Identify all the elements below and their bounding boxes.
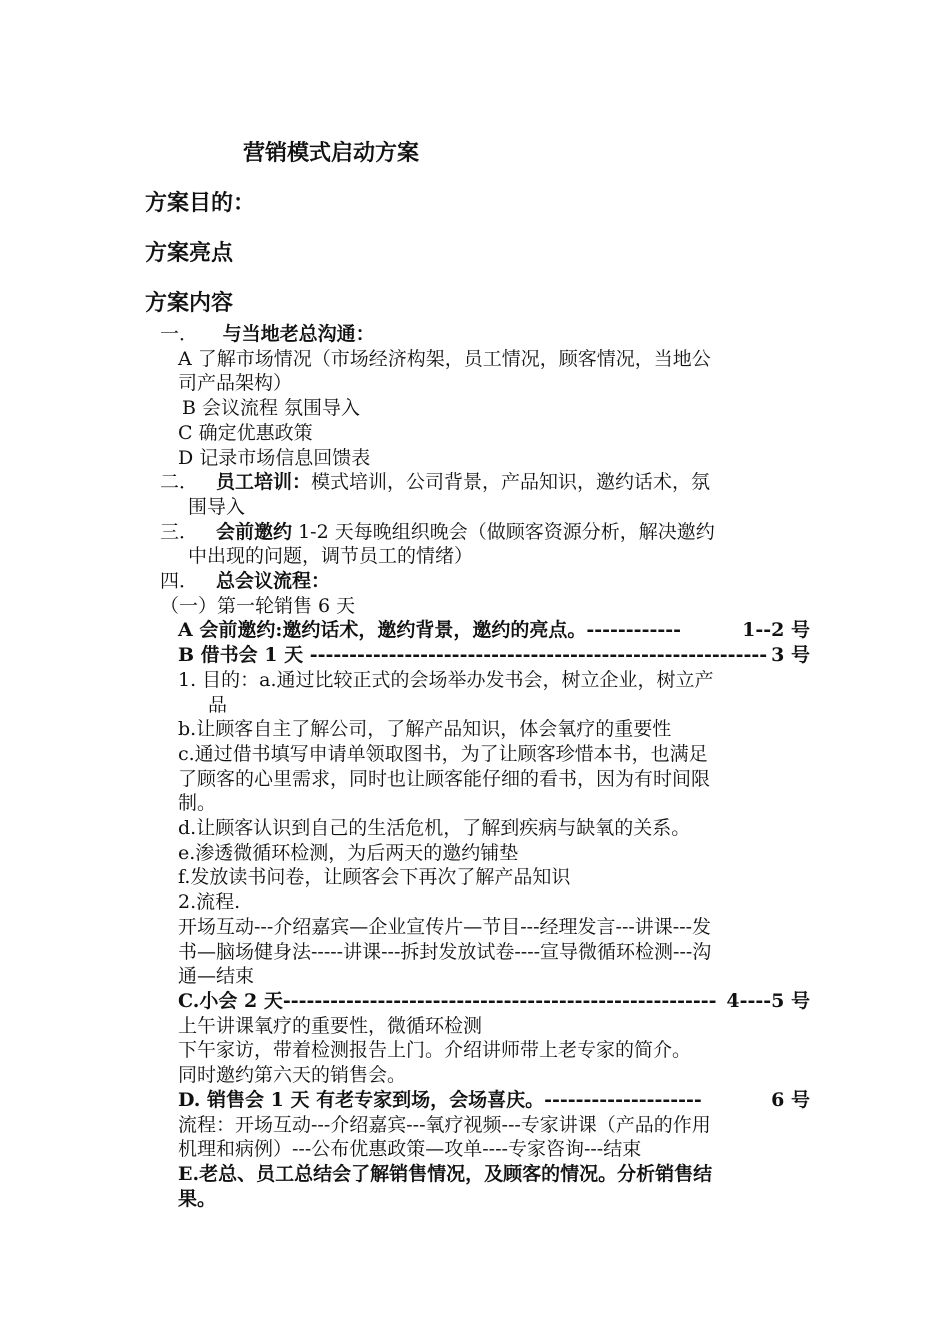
heading-highlights: 方案亮点 <box>145 241 234 266</box>
item-b-point-c-line1: c.通过借书填写申请单领取图书，为了让顾客珍惜本书，也满足 <box>178 742 708 765</box>
item-b-point-f: f.发放读书问卷，让顾客会下再次了解产品知识 <box>178 866 571 889</box>
item-a: A 会前邀约:邀约话术，邀约背景，邀约的亮点。------------ 1--2 号 <box>178 619 810 642</box>
item-b-flow-title: 2.流程. <box>178 891 241 914</box>
section-1-title: 一． 与当地老总沟通： <box>160 323 375 345</box>
item-b-goal-line2: 品 <box>208 693 228 716</box>
heading-content: 方案内容 <box>145 291 234 316</box>
item-d: D. 销售会 1 天 有老专家到场，会场喜庆。-------------------- 6 号 <box>178 1088 810 1111</box>
section-2-line2: 围导入 <box>188 495 246 518</box>
item-c: C.小会 2 天------------------------------------------------------- 4----5 号 <box>178 989 810 1012</box>
item-b-flow-line2: 书—脑场健身法-----讲课---拆封发放试卷----宣导微循环检测---沟 <box>178 940 712 963</box>
round-1-title: （一）第一轮销售 6 天 <box>160 594 356 617</box>
item-d-flow-line2: 机理和病例）---公布优惠政策—攻单----专家咨询---结束 <box>178 1138 642 1161</box>
section-1-d: D 记录市场信息回馈表 <box>178 446 371 469</box>
item-c-line2: 下午家访，带着检测报告上门。介绍讲师带上老专家的简介。 <box>178 1039 692 1062</box>
item-b-point-d: d.让顾客认识到自己的生活危机，了解到疾病与缺氧的关系。 <box>178 817 691 840</box>
document-body <box>160 322 810 1211</box>
item-b-point-b: b.让顾客自主了解公司，了解产品知识，体会氧疗的重要性 <box>178 718 672 741</box>
item-b: B 借书会 1 天 ---------------------------------------------------------- 3 号 <box>178 644 810 667</box>
section-1-a-line1: A 了解市场情况（市场经济构架，员工情况，顾客情况，当地公 <box>178 347 711 370</box>
section-4-title: 四． 总会议流程： <box>160 570 331 593</box>
item-b-point-e: e.渗透微循环检测，为后两天的邀约铺垫 <box>178 841 519 864</box>
item-e-line1: E.老总、员工总结会了解销售情况，及顾客的情况。分析销售结 <box>178 1162 713 1185</box>
item-b-goal-line1: 1. 目的：a.通过比较正式的会场举办发书会，树立企业，树立产 <box>178 668 714 691</box>
document-title: 营销模式启动方案 <box>243 141 420 166</box>
item-d-flow-line1: 流程：开场互动---介绍嘉宾---氧疗视频---专家讲课（产品的作用 <box>178 1113 711 1136</box>
section-1-a-line2: 司产品架构） <box>178 372 293 395</box>
section-1-c: C 确定优惠政策 <box>178 421 313 444</box>
section-3-line1: 三． 会前邀约 1-2 天每晚组织晚会（做顾客资源分析，解决邀约 <box>160 520 715 543</box>
item-b-point-c-line2: 了顾客的心里需求，同时也让顾客能仔细的看书，因为有时间限 <box>178 767 711 790</box>
item-b-flow-line3: 通—结束 <box>178 965 255 988</box>
item-c-line1: 上午讲课氧疗的重要性，微循环检测 <box>178 1014 483 1037</box>
item-e-line2: 果。 <box>178 1187 217 1210</box>
item-b-flow-line1: 开场互动---介绍嘉宾—企业宣传片—节目---经理发言---讲课---发 <box>178 915 712 938</box>
section-1-b: B 会议流程 氛围导入 <box>182 397 361 420</box>
item-c-line3: 同时邀约第六天的销售会。 <box>178 1064 407 1087</box>
section-3-line2: 中出现的问题，调节员工的情绪） <box>188 545 474 568</box>
heading-purpose: 方案目的： <box>145 191 256 216</box>
section-2-line1: 二． 员工培训：模式培训，公司背景，产品知识，邀约话术，氛 <box>160 471 711 494</box>
item-b-point-c-line3: 制。 <box>178 792 217 815</box>
